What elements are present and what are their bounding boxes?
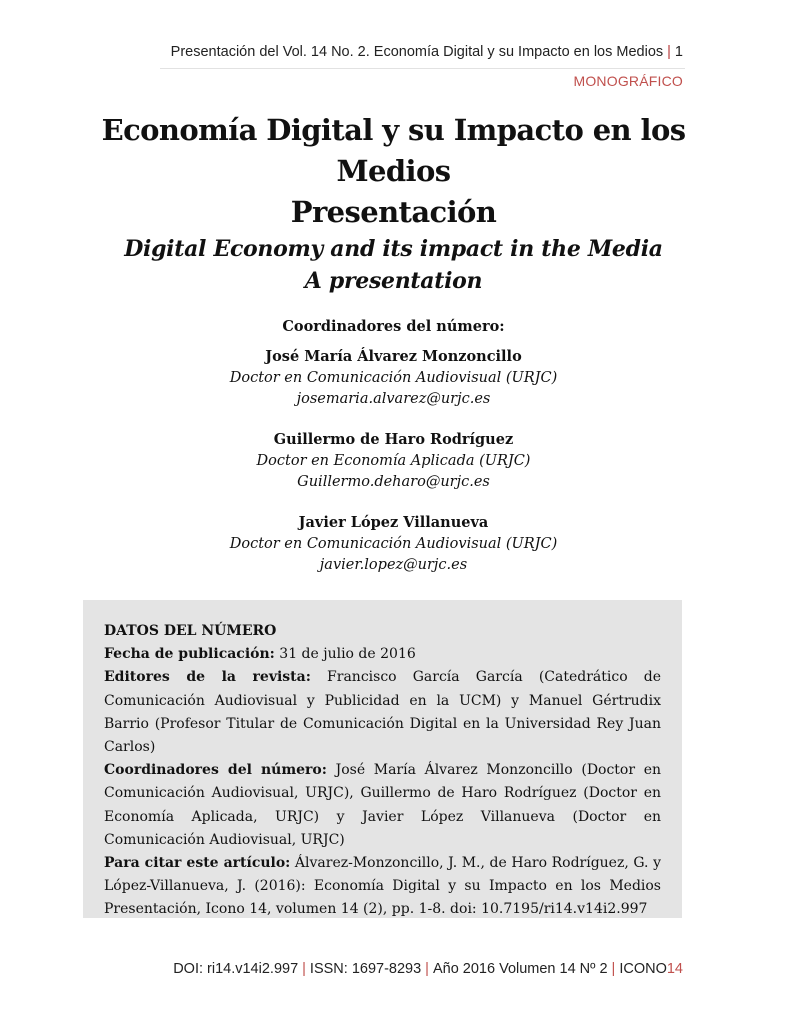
footer-separator: | bbox=[425, 961, 429, 977]
title-block bbox=[0, 110, 787, 297]
title-english-subtitle: A presentation bbox=[304, 268, 483, 294]
editors-label: Editores de la revista: bbox=[104, 669, 311, 686]
citation-row bbox=[104, 852, 661, 922]
issue-data-box bbox=[83, 600, 682, 918]
footer-doi: DOI: ri14.v14i2.997 bbox=[173, 961, 299, 977]
coordinator-email[interactable]: josemaria.alvarez@urjc.es bbox=[296, 391, 491, 407]
running-header bbox=[171, 44, 683, 60]
coordinator-entry bbox=[0, 512, 787, 576]
publication-date-row bbox=[104, 643, 661, 666]
header-rule bbox=[160, 68, 685, 69]
footer-volume: Año 2016 Volumen 14 Nº 2 bbox=[432, 961, 608, 977]
citation-label: Para citar este artículo: bbox=[104, 855, 291, 872]
journal-name-suffix: 14 bbox=[666, 961, 683, 977]
coordinators-heading: Coordinadores del número: bbox=[282, 318, 505, 335]
running-title: Presentación del Vol. 14 No. 2. Economía Digital y su Impacto en los Medios bbox=[170, 44, 664, 60]
coordinator-role: Doctor en Comunicación Audiovisual (URJC) bbox=[229, 370, 558, 386]
coordinators-row bbox=[104, 759, 661, 852]
footer-separator: | bbox=[611, 961, 616, 977]
footer-issn: ISSN: 1697-8293 bbox=[309, 961, 422, 977]
editors-text: Francisco García García (Catedrático de Comunicación Audiovisual y Publicidad en la UCM) y Manuel Gértrudix Barrio (Profesor Titular de Comunicación Digital en la Universidad Rey Juan Carlos) bbox=[104, 669, 662, 756]
coordinator-role: Doctor en Economía Aplicada (URJC) bbox=[256, 453, 531, 469]
page-number: 1 bbox=[674, 44, 683, 60]
editors-row bbox=[104, 666, 661, 759]
page-footer bbox=[173, 961, 683, 977]
coordinator-email[interactable]: Guillermo.deharo@urjc.es bbox=[297, 474, 490, 490]
journal-name-prefix: ICONO bbox=[619, 961, 667, 977]
coordinator-entry bbox=[0, 429, 787, 493]
publication-date: 31 de julio de 2016 bbox=[279, 646, 416, 663]
coordinator-name: José María Álvarez Monzoncillo bbox=[265, 348, 522, 365]
publication-date-label: Fecha de publicación: bbox=[104, 646, 275, 663]
citation-text: Álvarez-Monzoncillo, J. M., de Haro Rodríguez, G. y López-Villanueva, J. (2016): Economía Digital y su Impacto en los Medios Presentación, Icono 14, volumen 14 (2), pp. 1-8. doi: 10.7195/ri14.v14i2.997 bbox=[104, 855, 661, 918]
issue-data-heading: DATOS DEL NÚMERO bbox=[104, 623, 277, 639]
coordinators-text: José María Álvarez Monzoncillo (Doctor en Comunicación Audiovisual, URJC), Guillermo de Haro Rodríguez (Doctor en Economía Aplicada, URJC) y Javier López Villanueva (Doctor en Comunicación Audiovisual, URJC) bbox=[104, 762, 661, 848]
coordinators-label: Coordinadores del número: bbox=[104, 762, 327, 779]
header-separator: | bbox=[667, 44, 671, 60]
section-label: MONOGRÁFICO bbox=[573, 73, 683, 89]
coordinator-name: Guillermo de Haro Rodríguez bbox=[273, 431, 514, 448]
coordinator-name: Javier López Villanueva bbox=[298, 514, 489, 531]
coordinator-entry bbox=[0, 346, 787, 410]
title-spanish: Economía Digital y su Impacto en los Medios bbox=[101, 113, 686, 188]
footer-separator: | bbox=[302, 961, 306, 977]
title-english: Digital Economy and its impact in the Media bbox=[124, 236, 663, 262]
coordinator-role: Doctor en Comunicación Audiovisual (URJC) bbox=[229, 536, 558, 552]
title-spanish-subtitle: Presentación bbox=[290, 195, 497, 229]
coordinators-section bbox=[0, 316, 787, 595]
coordinator-email[interactable]: javier.lopez@urjc.es bbox=[319, 557, 468, 573]
